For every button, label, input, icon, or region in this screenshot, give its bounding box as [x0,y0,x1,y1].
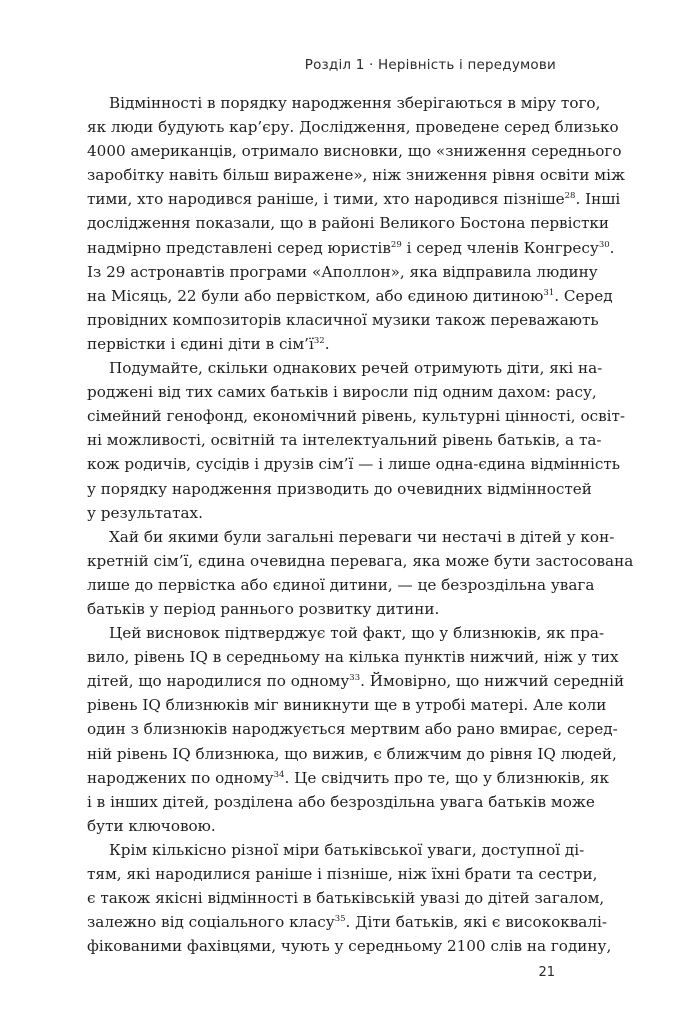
paragraph-line: тям, які народилися раніше і пізніше, ніж їхні брати та сестри, [87,865,598,883]
paragraph-line: кож родичів, сусідів і друзів сім’ї — і лише одна-єдина відмінність [87,455,621,474]
footnote-marker: 29 [390,239,402,250]
paragraph-line: роджені від тих самих батьків і виросли під одним дахом: расу, [87,383,597,402]
paragraph-line: у результатах. [87,503,203,522]
paragraph-line: у порядку народження призводить до очевидних відмінностей [87,479,592,498]
paragraph-line: і в інших дітей, розділена або безроздільна увага батьків може [87,792,595,811]
paragraph-line: провідних композиторів класичної музики також переважають [87,310,599,329]
paragraph-line: залежно від соціального класу$^{35}$. Діти батьків, які є висококвалі- [87,913,607,932]
paragraph-line: фікованими фахівцями, чують у середньому 2100 слів на годину, [87,937,612,956]
paragraph-line: дітей, що народилися по одному$^{33}$. Ймовірно, що нижчий середній [87,672,625,691]
running-head: Розділ 1 · Нерівність і передумови [304,57,556,73]
paragraph-line: заробітку навіть більш виражене», ніж зниження рівня освіти між [87,166,625,185]
footnote-marker: 28 [564,191,576,202]
paragraph-line: на Місяць, 22 були або первістком, або єдиною дитиною$^{31}$. Серед [87,286,613,305]
paragraph-line: надмірно представлені серед юристів$^{29}$ і серед членів Конгресу$^{30}$. [87,238,615,257]
paragraph-first-line: Подумайте, скільки однакових речей отримують діти, які на- [109,359,603,378]
page-number: 21 [538,965,555,980]
paragraph-line: бути ключовою. [87,816,216,835]
footnote-marker: 35 [334,914,346,925]
paragraph-line: тими, хто народився раніше, і тими, хто народився пізніше$^{28}$. Інші [87,190,621,209]
paragraph-first-line: Цей висновок підтверджує той факт, що у близнюків, як пра- [109,624,605,643]
paragraph-line: як люди будують кар’єру. Дослідження, проведене серед близько [87,118,619,137]
paragraph-line: кретній сім’ї, єдина очевидна перевага, яка може бути застосована [87,551,634,570]
paragraph-line: сімейний генофонд, економічний рівень, культурні цінності, освіт- [87,407,626,426]
paragraph-line: батьків у період раннього розвитку дитини. [87,599,440,618]
paragraph-line: дослідження показали, що в районі Великого Бостона первістки [87,214,609,233]
footnote-marker: 31 [543,287,555,298]
paragraph-line: первістки і єдині діти в $сім’ї^{32}$. [87,334,330,353]
footnote-marker: 30 [598,239,610,250]
paragraph-line: лише до первістка або єдиної дитини, — це безроздільна увага [87,575,595,594]
paragraph-line: є також якісні відмінності в батьківській увазі до дітей загалом, [87,889,605,908]
paragraph-first-line: Крім кількісно різної міри батьківської уваги, доступної ді- [109,840,585,859]
paragraph-first-line: Хай би якими були загальні переваги чи нестачі в дітей у кон- [109,527,615,546]
footnote-marker: 34 [273,769,285,780]
paragraph-line: рівень IQ близнюків міг виникнути ще в утробі матері. Але коли [87,696,607,715]
paragraph-line: Із 29 астронавтів програми «Аполлон», яка відправила людину [87,262,598,281]
paragraph-line: ній рівень IQ близнюка, що вижив, є ближчим до рівня IQ людей, [87,744,617,763]
paragraph-line: 4000 американців, отримало висновки, що «зниження середнього [87,142,622,161]
paragraph-line: вило, рівень IQ в середньому на кілька пунктів нижчий, ніж у тих [87,648,619,667]
body-text [87,91,634,958]
paragraph-line: один з близнюків народжується мертвим або рано вмирає, серед- [87,720,618,739]
paragraph-first-line: Відмінності в порядку народження зберігаються в міру того, [109,94,601,112]
paragraph-line: народжених по одному$^{34}$. Це свідчить про те, що у близнюків, як [87,768,609,787]
footnote-marker: 32 [313,335,325,346]
paragraph-line: ні можливості, освітній та інтелектуальний рівень батьків, а та- [87,431,602,450]
footnote-marker: 33 [349,673,361,684]
